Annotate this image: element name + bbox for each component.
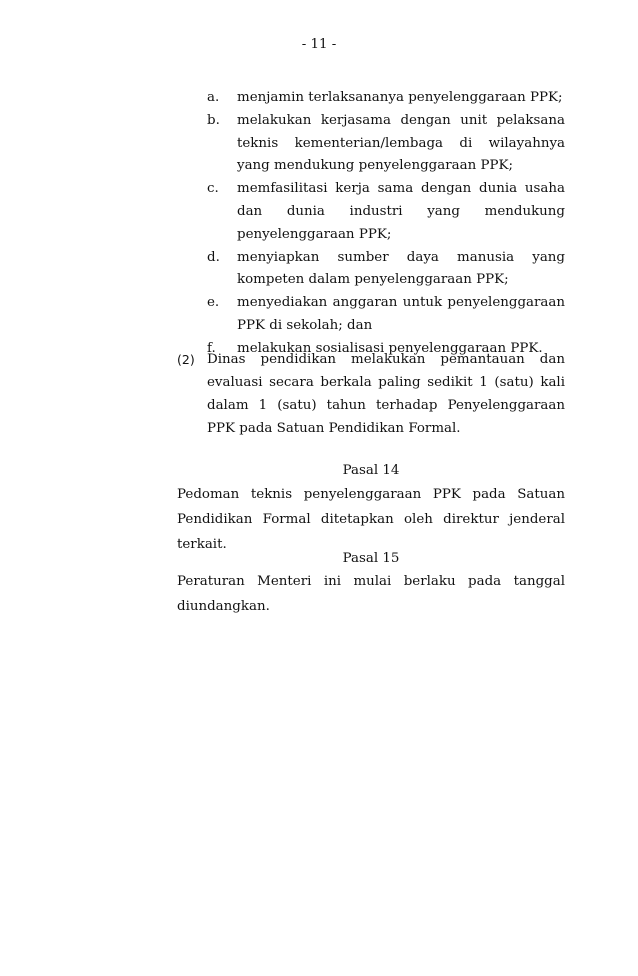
list-item-text: menjamin terlaksananya penyelenggaraan PPK; — [237, 90, 563, 105]
duties-list — [207, 87, 565, 361]
list-item — [207, 87, 565, 110]
list-item — [207, 178, 565, 246]
list-item-text: memfasilitasi kerja sama dengan dunia usaha dan dunia industri yang mendukung penyelenggaraan PPK; — [237, 181, 565, 242]
pasal-15-body: Peraturan Menteri ini mulai berlaku pada tanggal diundangkan. — [177, 574, 565, 614]
pasal-14-body: Pedoman teknis penyelenggaraan PPK pada Satuan Pendidikan Formal ditetapkan oleh direktur jenderal terkait. — [177, 487, 565, 552]
list-marker: e. — [207, 295, 220, 311]
list-marker: d. — [207, 249, 220, 265]
clause-text: Dinas pendidikan melakukan pemantauan dan evaluasi secara berkala paling sedikit 1 (satu) kali dalam 1 (satu) tahun terhadap Penyelenggaraan PPK pada Satuan Pendidikan Formal. — [207, 352, 565, 436]
list-item-text: melakukan kerjasama dengan unit pelaksana teknis kementerian/lembaga di wilayahnya yang mendukung penyelenggaraan PPK; — [237, 112, 565, 174]
list-item — [207, 292, 565, 338]
list-item-text: menyiapkan sumber daya manusia yang kompeten dalam penyelenggaraan PPK; — [237, 249, 565, 288]
list-marker: c. — [207, 181, 219, 197]
list-marker: f. — [207, 340, 216, 356]
list-marker: a. — [207, 90, 220, 105]
pasal-15-title: Pasal 15 — [342, 551, 400, 566]
list-item — [207, 110, 565, 178]
list-item-text: menyediakan anggaran untuk penyelenggaraan PPK di sekolah; dan — [237, 295, 565, 333]
pasal-14-title: Pasal 14 — [342, 463, 400, 478]
list-item-text: melakukan sosialisasi penyelenggaraan PPK. — [237, 340, 543, 356]
clause-number: (2) — [177, 352, 195, 367]
list-item — [207, 247, 565, 293]
list-marker: b. — [207, 112, 220, 128]
page-number: - 11 - — [301, 37, 337, 52]
clause-2 — [177, 348, 565, 440]
